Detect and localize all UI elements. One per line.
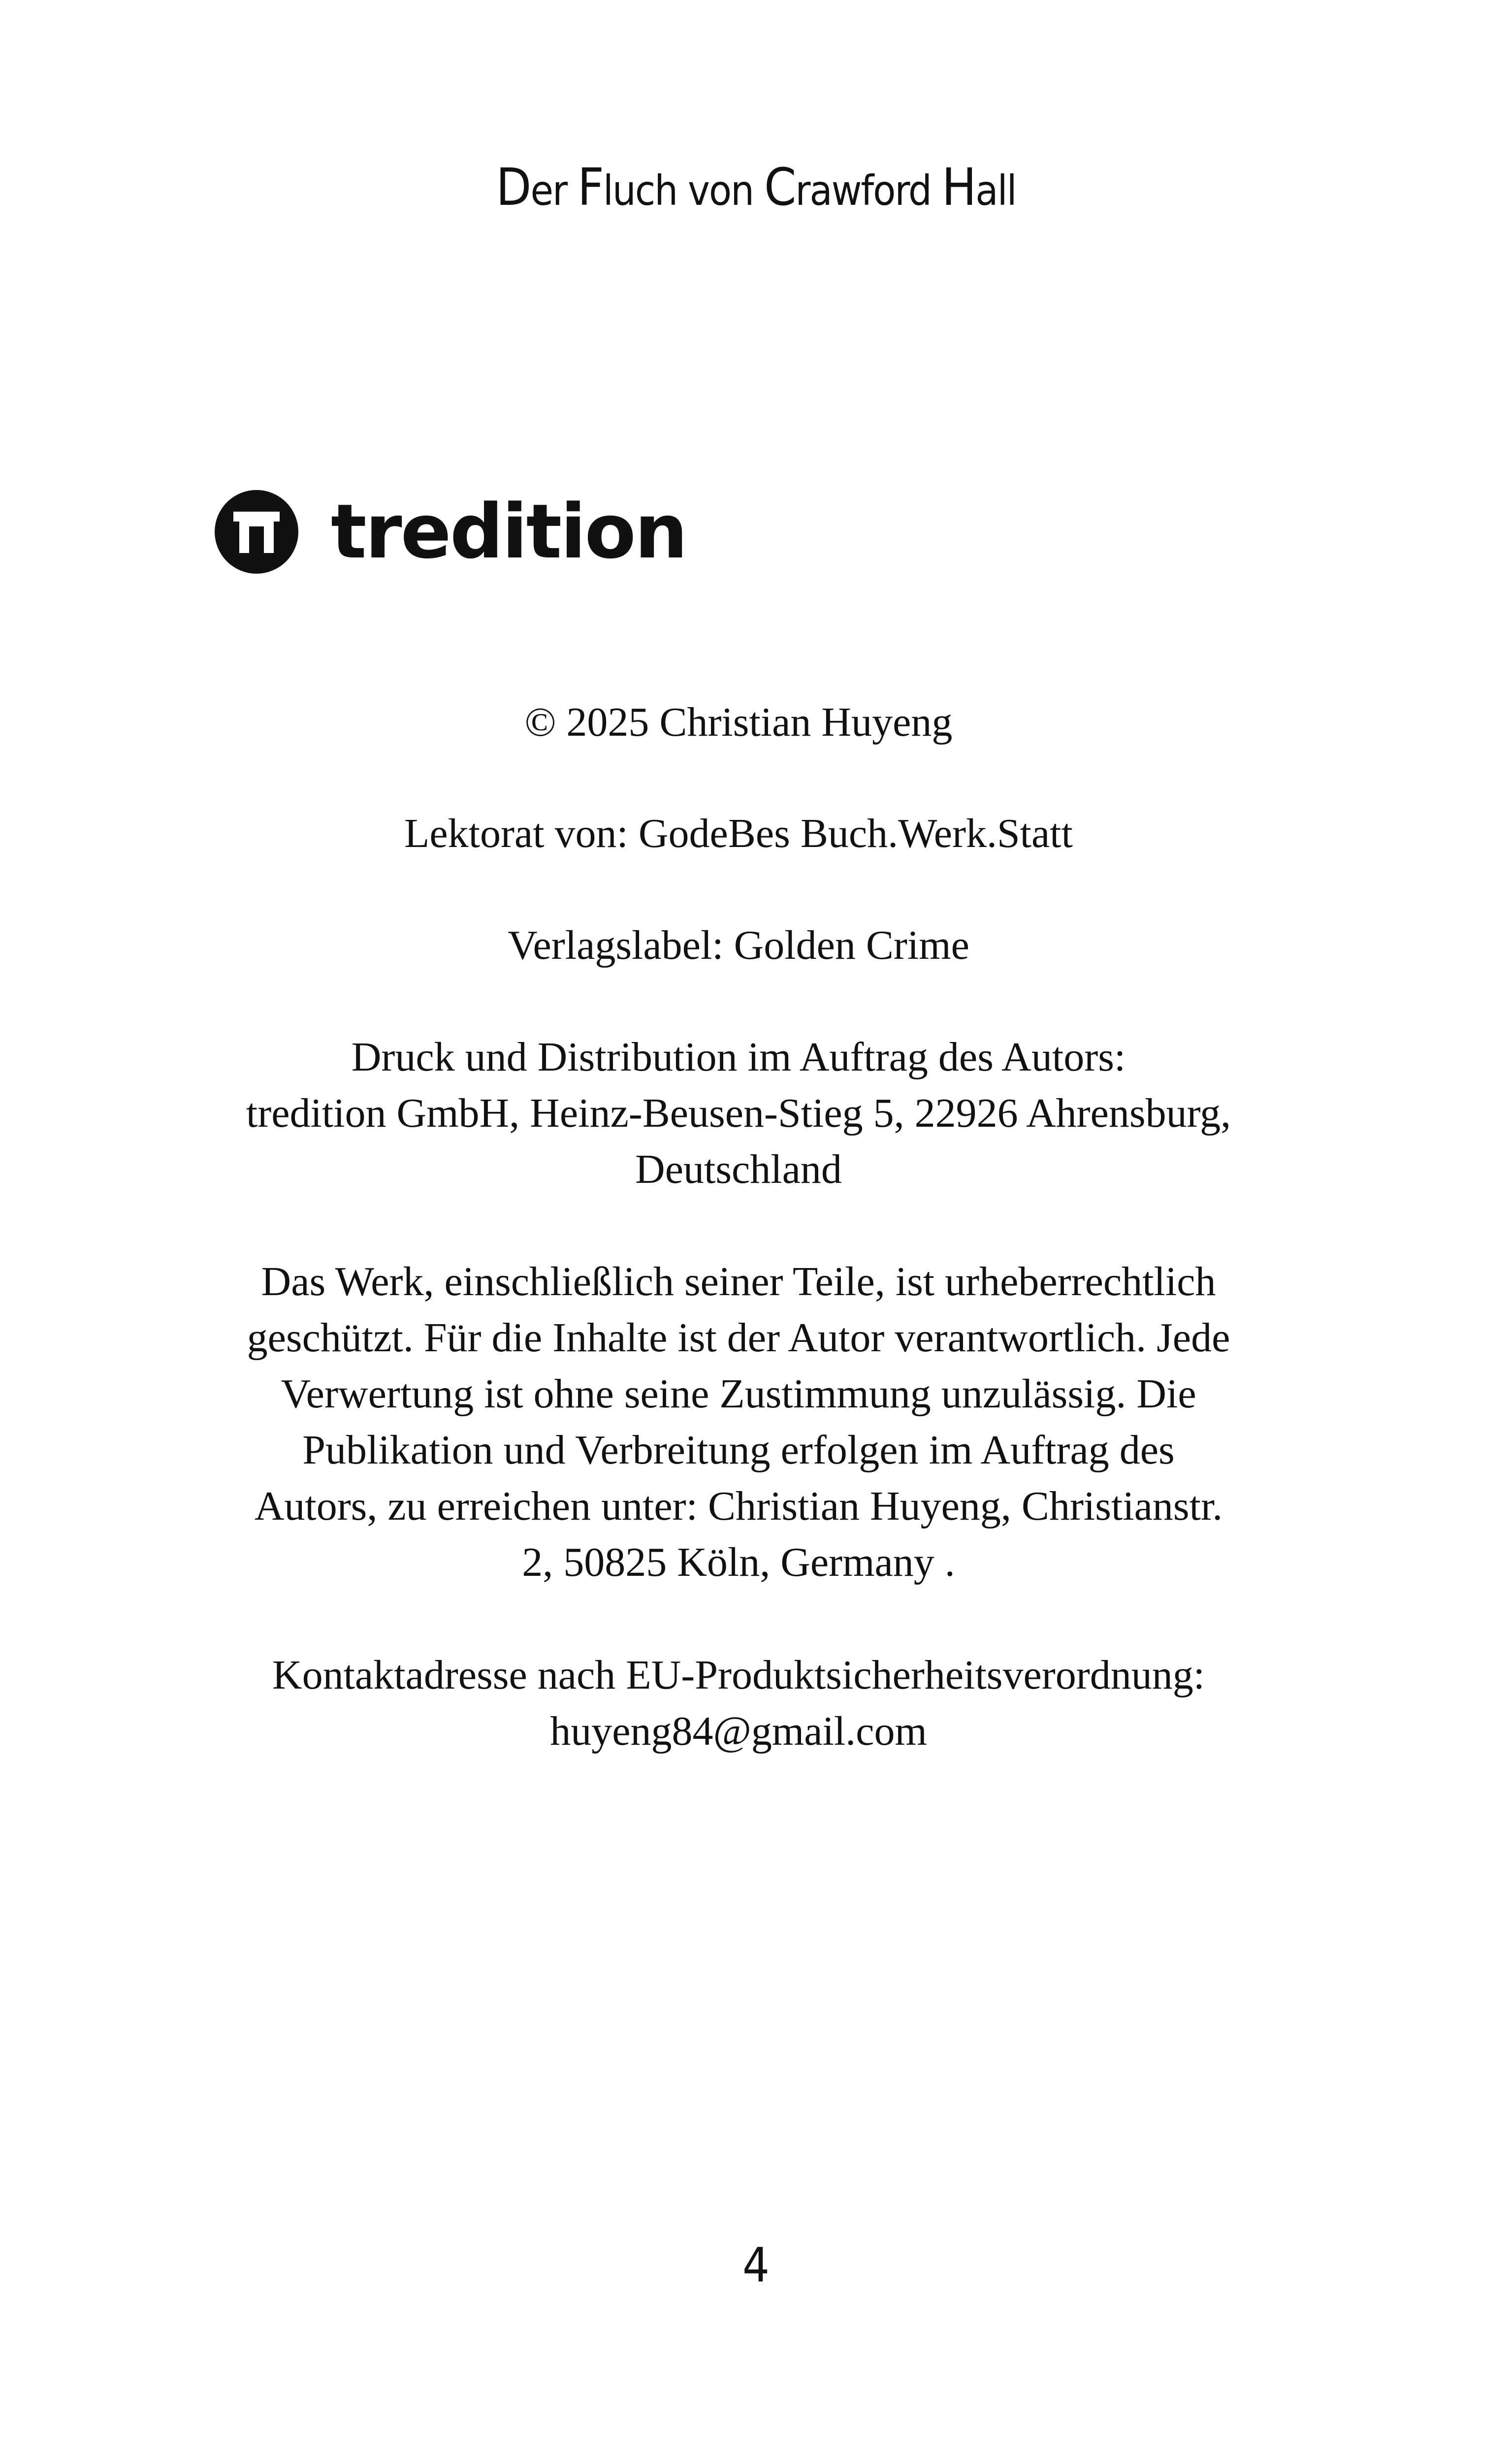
contact-info xyxy=(167,1647,1310,1759)
rights-line: Autors, zu erreichen unter: Christian Huyeng, Christianstr. xyxy=(254,1483,1223,1529)
print-line: Druck und Distribution im Auftrag des Autors: xyxy=(351,1034,1126,1080)
contact-line: Kontaktadresse nach EU-Produktsicherheitsverordnung: xyxy=(272,1652,1205,1698)
title-fragment: H xyxy=(941,157,976,217)
rights-line: geschützt. Für die Inhalte ist der Autor verantwortlich. Jede xyxy=(247,1315,1230,1361)
running-head-title xyxy=(0,148,1512,230)
contact-email: huyeng84@gmail.com xyxy=(550,1708,927,1754)
copyright-line: © 2025 Christian Huyeng xyxy=(524,699,953,745)
title-fragment: rawford xyxy=(795,166,942,215)
rights-line: 2, 50825 Köln, Germany . xyxy=(522,1539,955,1585)
title-fragment: er xyxy=(530,166,578,215)
title-fragment: D xyxy=(496,157,531,217)
editing-credit xyxy=(167,806,1310,862)
publisher-wordmark: tredition xyxy=(331,488,687,575)
label-line: Verlagslabel: Golden Crime xyxy=(508,922,969,968)
print-distribution-info xyxy=(167,1029,1310,1198)
page-number: 4 xyxy=(742,2238,770,2293)
rights-line: Verwertung ist ohne seine Zustimmung unzulässig. Die xyxy=(281,1371,1196,1417)
editing-line: Lektorat von: GodeBes Buch.Werk.Statt xyxy=(404,811,1073,856)
rights-line: Das Werk, einschließlich seiner Teile, ist urheberrechtlich xyxy=(261,1259,1216,1304)
publisher-logo xyxy=(215,488,686,576)
print-line: Deutschland xyxy=(635,1146,842,1192)
title-fragment: C xyxy=(764,157,796,217)
title-fragment: F xyxy=(578,157,603,217)
rights-notice xyxy=(167,1254,1310,1591)
title-fragment: all xyxy=(975,166,1016,215)
print-line: tredition GmbH, Heinz-Beusen-Stieg 5, 22926 Ahrensburg, xyxy=(246,1090,1231,1136)
title-fragment: luch von xyxy=(603,166,765,215)
rights-line: Publikation und Verbreitung erfolgen im Auftrag des xyxy=(302,1427,1175,1473)
tredition-logo-icon xyxy=(215,490,298,574)
publisher-label xyxy=(167,917,1310,974)
copyright-notice xyxy=(167,694,1310,750)
